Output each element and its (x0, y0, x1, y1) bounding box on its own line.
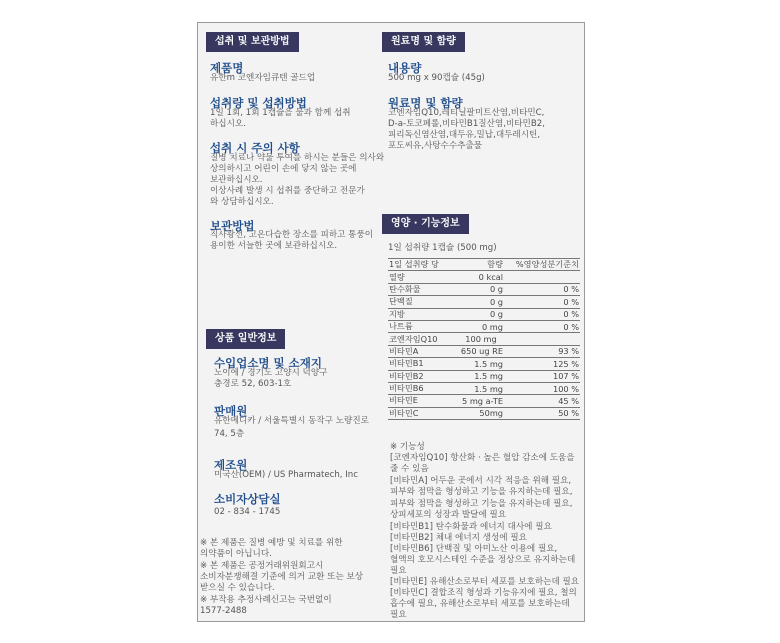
nutrient-name: 열량 (388, 271, 458, 283)
function-line: 혈액의 호모시스테인 수준을 정상으로 유지하는데 (390, 555, 576, 565)
table-row (388, 283, 580, 295)
nutrient-amount: 0 g (458, 308, 504, 320)
function-line: [비타민E] 유해산소로부터 세포를 보호하는데 필요 (390, 577, 580, 587)
caution-label: 섭취 시 주의 사항 (210, 141, 300, 155)
note-line: 소비자분쟁해결 기준에 의거 교환 또는 보상 (200, 572, 364, 582)
note-line: 의약품이 아닙니다. (200, 549, 272, 559)
table-row (388, 382, 580, 394)
nutrient-percent (504, 271, 580, 283)
storage-line: 직사광선, 고온다습한 장소를 피하고 통풍이 (210, 230, 374, 240)
table-row (388, 407, 580, 419)
nutrient-amount: 100 mg (458, 333, 504, 345)
caution-line: 상의하시고 어린이 손에 닿지 않는 곳에 (210, 164, 357, 174)
nutrient-name: 나트륨 (388, 320, 458, 332)
content-label: 내용량 (388, 61, 422, 75)
nutrient-percent: 0 % (504, 308, 580, 320)
importer-line: 충경로 52, 603-1호 (214, 379, 292, 389)
caution-line: 이상사례 발생 시 섭취를 중단하고 전문가 (210, 186, 365, 196)
product-name-label: 제품명 (210, 61, 244, 75)
note-line: 받으실 수 있습니다. (200, 583, 275, 593)
nutrient-percent: 93 % (504, 345, 580, 357)
cs-phone: 02 - 834 - 1745 (214, 507, 281, 517)
note-line: ※ 부작용 추정사례신고는 국번없이 (200, 595, 332, 605)
seller-line: 74, 5층 (214, 429, 245, 439)
function-line: 상피세포의 성장과 발달에 필요 (390, 510, 507, 520)
nutrition-header-cell: 1일 섭취량 당 (388, 259, 458, 271)
section-tag-general-info: 상품 일반정보 (206, 329, 285, 349)
table-row (388, 395, 580, 407)
nutrient-percent: 100 % (504, 382, 580, 394)
nutrient-amount: 0 g (458, 283, 504, 295)
nutrient-name: 비타민B2 (388, 370, 458, 382)
nutrient-amount: 5 mg a-TE (458, 395, 504, 407)
nutrient-percent (504, 333, 580, 345)
nutrient-name: 비타민B1 (388, 358, 458, 370)
ingredients-line: D-a-토코페롤,비타민B1질산염,비타민B2, (388, 119, 545, 129)
table-row (388, 358, 580, 370)
function-line: [비타민B1] 탄수화물과 에너지 대사에 필요 (390, 522, 552, 532)
nutrient-name: 단백질 (388, 296, 458, 308)
intake-line: 1일 1회, 1회 1캡슐을 물과 함께 섭취 (210, 108, 351, 118)
importer-label: 수입업소명 및 소재지 (214, 356, 322, 370)
nutrient-name: 탄수화물 (388, 283, 458, 295)
function-line: [비타민C] 결합조직 형성과 기능유지에 필요, 철의 (390, 588, 577, 598)
ingredients-line: 포도씨유,사탕수수추출물 (388, 141, 483, 151)
product-info-panel (197, 22, 585, 622)
intake-line: 하십시오. (210, 119, 246, 129)
section-tag-ingredients: 원료명 및 함량 (382, 32, 465, 52)
nutrient-amount: 1.5 mg (458, 358, 504, 370)
function-line: 흡수에 필요, 유해산소로부터 세포를 보호하는데 (390, 599, 570, 609)
ingredients-line: 피리독신염산염,대두유,밀납,대두레시틴, (388, 130, 541, 140)
nutrient-name: 비타민C (388, 407, 458, 419)
importer-line: 노이에 / 경기도 고양시 덕양구 (214, 368, 328, 378)
intake-label: 섭취량 및 섭취방법 (210, 96, 307, 110)
nutrition-header-cell: %영양성분기준치 (504, 259, 580, 271)
function-line: [비타민B6] 단백질 및 아미노산 이용에 필요, (390, 544, 558, 554)
ingredients-label: 원료명 및 함량 (388, 96, 463, 110)
function-line: 줄 수 있음 (390, 464, 429, 474)
table-row (388, 271, 580, 283)
table-row (388, 370, 580, 382)
nutrient-amount: 50mg (458, 407, 504, 419)
nutrient-amount: 0 g (458, 296, 504, 308)
maker-value: 미국산(OEM) / US Pharmatech, Inc (214, 470, 358, 480)
function-line: [코엔자임Q10] 항산화 · 높은 혈압 감소에 도움을 (390, 453, 575, 463)
seller-line: 유한메디카 / 서울특별시 동작구 노량진로 (214, 416, 369, 426)
nutrient-percent: 0 % (504, 296, 580, 308)
nutrient-percent: 0 % (504, 320, 580, 332)
nutrient-amount: 1.5 mg (458, 382, 504, 394)
nutrient-name: 비타민B6 (388, 382, 458, 394)
table-row (388, 308, 580, 320)
seller-label: 판매원 (214, 404, 248, 418)
nutrient-amount: 650 ug RE (458, 345, 504, 357)
nutrient-amount: 0 kcal (458, 271, 504, 283)
caution-line: 질병 치료나 약물 투여를 하시는 분들은 의사와 (210, 153, 385, 163)
nutrient-percent: 45 % (504, 395, 580, 407)
storage-label: 보관방법 (210, 219, 255, 233)
note-line: ※ 본 제품은 질병 예방 및 치료를 위한 (200, 538, 343, 548)
nutrition-header-row (388, 259, 580, 271)
function-line: ※ 기능성 (390, 442, 425, 452)
note-line: 1577-2488 (200, 606, 247, 616)
nutrient-name: 비타민A (388, 345, 458, 357)
nutrient-percent: 125 % (504, 358, 580, 370)
cs-label: 소비자상담실 (214, 492, 281, 506)
nutrition-header-cell: 함량 (458, 259, 504, 271)
content-value: 500 mg x 90캡슐 (45g) (388, 73, 485, 83)
nutrient-percent: 50 % (504, 407, 580, 419)
function-line: 피부와 점막을 형성하고 기능을 유지하는데 필요, (390, 499, 573, 509)
serving-size: 1일 섭취량 1캡슐 (500 mg) (388, 243, 497, 253)
section-tag-nutrition: 영양 · 기능정보 (382, 214, 469, 234)
nutrient-name: 코엔자임Q10 (388, 333, 458, 345)
nutrient-amount: 0 mg (458, 320, 504, 332)
function-line: 피부와 점막을 형성하고 기능을 유지하는데 필요, (390, 487, 573, 497)
nutrient-percent: 107 % (504, 370, 580, 382)
function-line: 필요 (390, 566, 407, 576)
nutrition-table (388, 258, 580, 420)
table-row (388, 345, 580, 357)
function-line: [비타민A] 어두운 곳에서 시각 적응을 위해 필요, (390, 476, 572, 486)
maker-label: 제조원 (214, 458, 248, 472)
table-row (388, 320, 580, 332)
section-tag-intake-storage: 섭취 및 보관방법 (206, 32, 299, 52)
nutrient-amount: 1.5 mg (458, 370, 504, 382)
function-line: 필요 (390, 610, 407, 620)
ingredients-line: 코엔자임Q10,레티닐팔미트산염,비타민C, (388, 108, 545, 118)
nutrient-name: 지방 (388, 308, 458, 320)
table-row (388, 333, 580, 345)
table-row (388, 296, 580, 308)
nutrient-percent: 0 % (504, 283, 580, 295)
note-line: ※ 본 제품은 공정거래위원회고시 (200, 561, 324, 571)
caution-line: 보관하십시오. (210, 175, 263, 185)
nutrient-name: 비타민E (388, 395, 458, 407)
product-name-value: 유한m 코엔자임큐텐 골드업 (210, 73, 316, 83)
storage-line: 용이한 서늘한 곳에 보관하십시오. (210, 241, 338, 251)
caution-line: 와 상담하십시오. (210, 197, 274, 207)
function-line: [비타민B2] 체내 에너지 생성에 필요 (390, 533, 527, 543)
